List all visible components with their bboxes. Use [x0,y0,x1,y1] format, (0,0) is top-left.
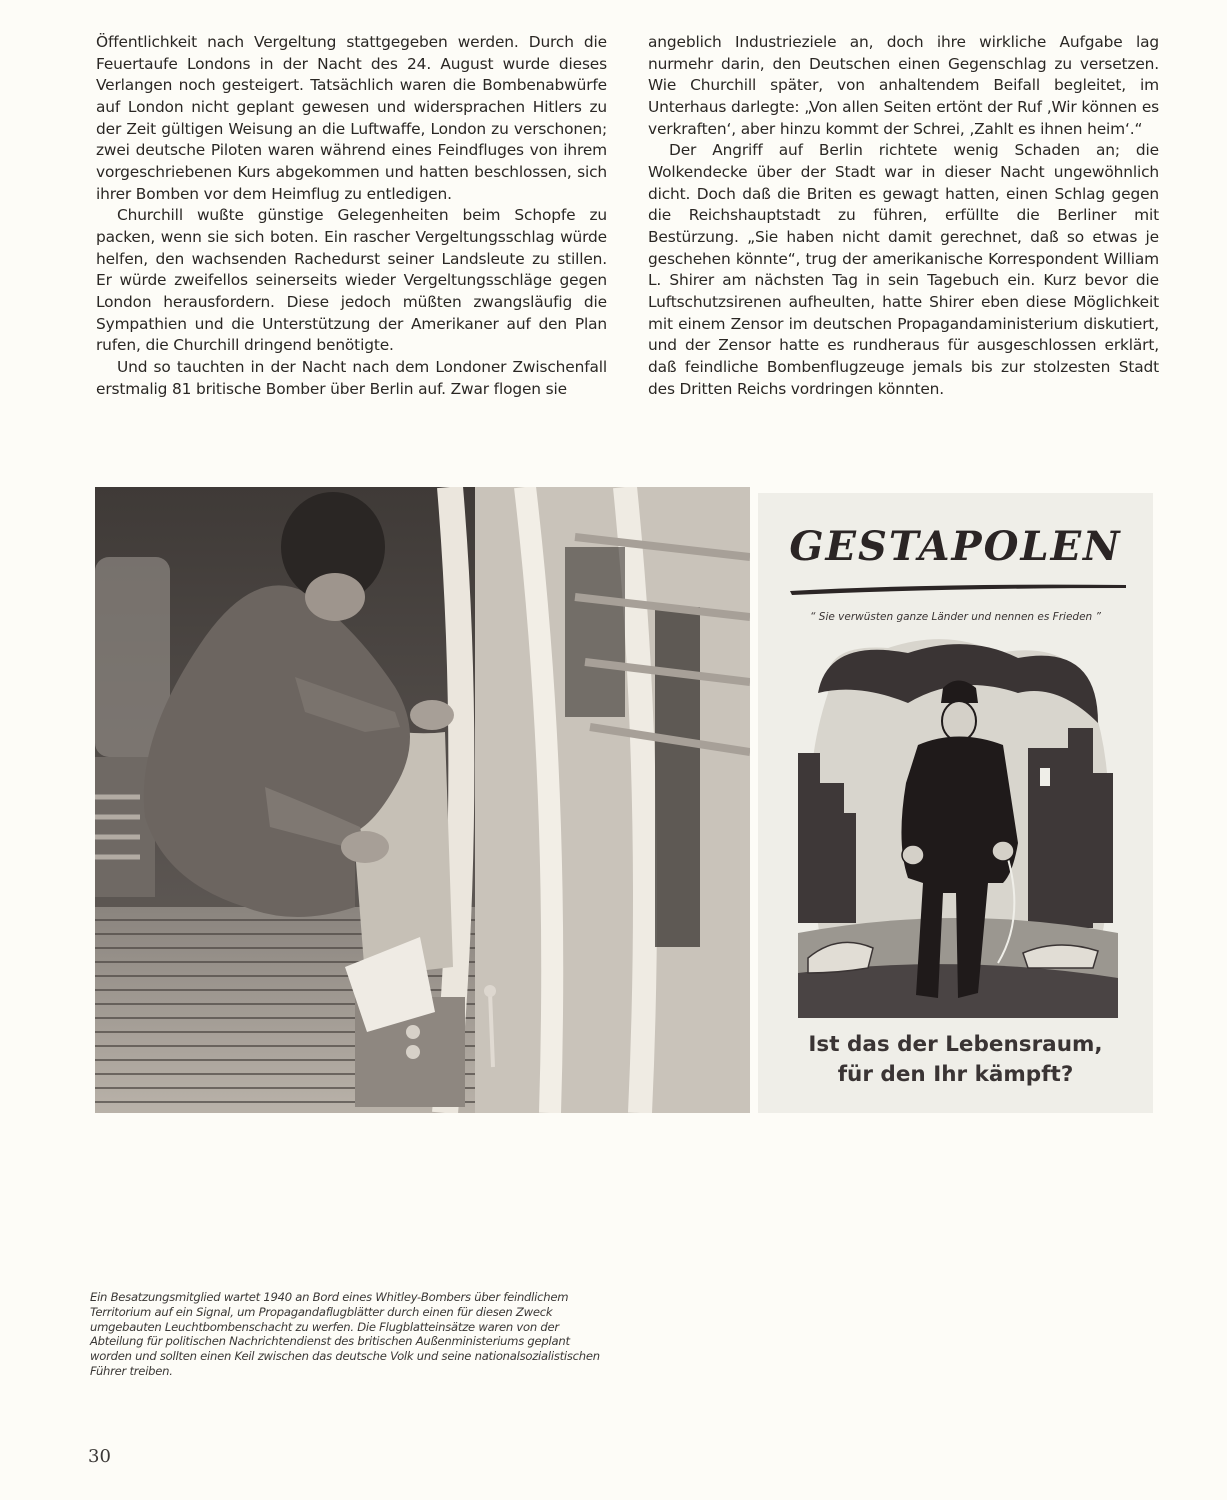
photo-caption [90,1290,610,1379]
paragraph: Churchill wußte günstige Gelegenheiten beim Schopfe zu packen, wenn sie sich boten. Ein rascher Vergeltungsschlag würde helfen, den wachsenden Rachedurst seiner Landsleute zu stillen. Er würde zweifellos seinerseits wieder Vergeltungsschläge gegen London herausfordern. Diese jedoch müßten zwangsläufig die Sympathien und die Unterstützung der Amerikaner auf den Plan rufen, die Churchill dringend benötigte. [96,206,607,355]
poster-question-line1: Ist das der Lebensraum, [808,1032,1103,1057]
poster-subtitle: “ Sie verwüsten ganze Länder und nennen es Frieden ” [810,611,1101,623]
paragraph: angeblich Industrieziele an, doch ihre wirkliche Aufgabe lag nurmehr darin, den Deutschen einen Gegenschlag zu versetzen. Wie Churchill später, von anhaltendem Beifall begleitet, im Unterhaus darlegte: „Von allen Seiten ertönt der Ruf ‚Wir können es verkraften‘, aber hinzu kommt der Schrei, ‚Zahlt es ihnen heim‘.“ [648,33,1159,138]
text-column-right [648,32,1159,400]
caption-text: Ein Besatzungsmitglied wartet 1940 an Bord eines Whitley-Bombers über feindlichem Territorium auf ein Signal, um Propagandaflugblätter durch einen für diesen Zweck umgebauten Leuchtbombenschacht zu werfen. Die Flugblatteinsätze waren von der Abteilung für politischen Nachrichtendienst des britischen Außenministeriums geplant worden und sollten einen Keil zwischen das deutsche Volk und seine nationalsozialistischen Führer treiben. [90,1290,600,1378]
paragraph: Öffentlichkeit nach Vergeltung stattgegeben werden. Durch die Feuertaufe Londons in der Nacht des 24. August wurde dieses Verlangen noch gesteigert. Tatsächlich waren die Bombenabwürfe auf London nicht geplant gewesen und widersprachen Hitlers zu der Zeit gültigen Weisung an die Luftwaffe, London zu verschonen; zwei deutsche Piloten waren während eines Feindfluges von ihrem vorgeschriebenen Kurs abgekommen und hatten beschlossen, sich ihrer Bomben vor dem Heimflug zu entledigen. [96,33,607,203]
photo-illustration [95,487,750,1113]
text-column-left [96,32,607,400]
poster-title: GESTAPOLEN [789,523,1122,570]
propaganda-poster [758,493,1153,1113]
poster-illustration [798,633,1118,1018]
paragraph: Und so tauchten in der Nacht nach dem Londoner Zwischenfall erstmalig 81 britische Bomber über Berlin auf. Zwar flogen sie [96,357,607,398]
poster-underline-stroke [788,581,1128,595]
photograph-bomber-crewman [95,487,750,1113]
paragraph: Der Angriff auf Berlin richtete wenig Schaden an; die Wolkendecke über der Stadt war in dieser Nacht ungewöhnlich dicht. Doch daß die Briten es gewagt hatten, einen Schlag gegen die Reichshauptstadt zu führen, erfüllte die Berliner mit Bestürzung. „Sie haben nicht damit gerechnet, daß so etwas je geschehen könnte“, trug der amerikanische Korrespondent William L. Shirer am nächsten Tag in sein Tagebuch ein. Kurz bevor die Luftschutzsirenen aufheulten, hatte Shirer eben diese Möglichkeit mit einem Zensor im deutschen Propagandaministerium diskutiert, und der Zensor hatte es rundheraus für ausgeschlossen erklärt, daß feindliche Bombenflugzeuge jemals bis zur stolzesten Stadt des Dritten Reichs vordringen könnten. [648,141,1159,398]
poster-question-line2: für den Ihr kämpft? [837,1062,1074,1087]
page-number: 30 [88,1446,111,1467]
poster-question [758,1030,1153,1090]
